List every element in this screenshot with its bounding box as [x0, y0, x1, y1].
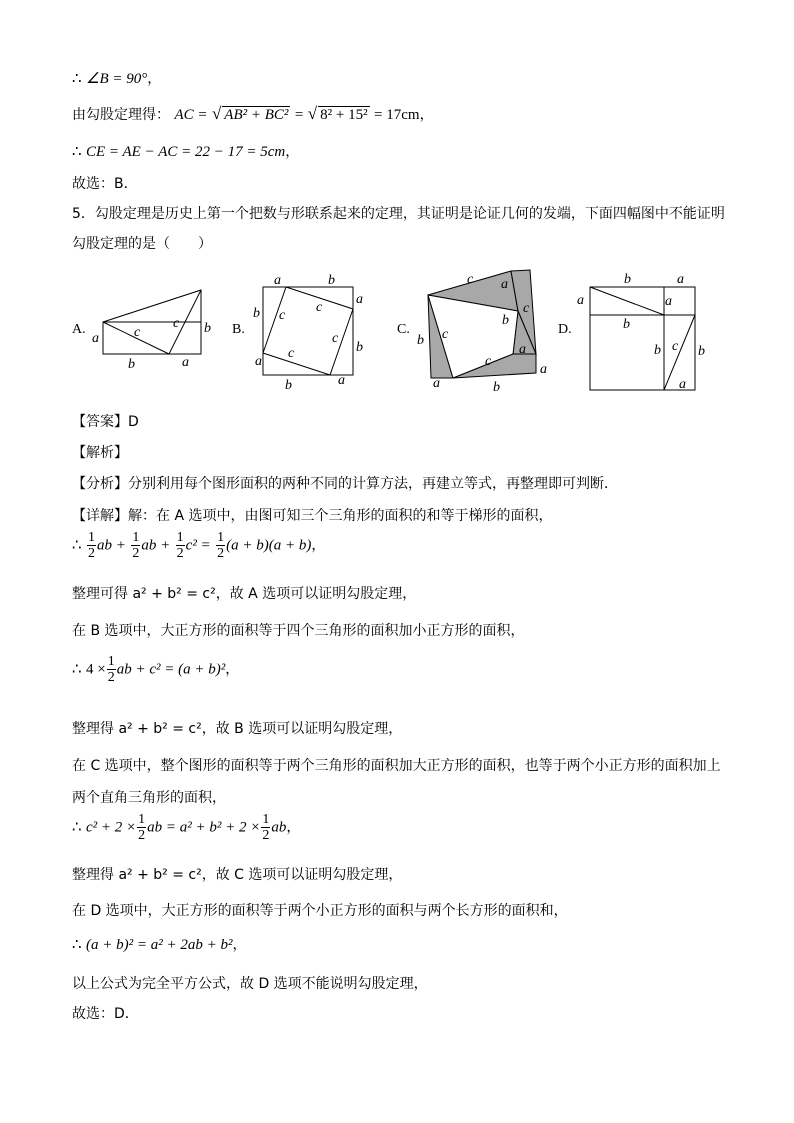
comma: ，	[311, 537, 326, 554]
desc-d: 在 D 选项中，大正方形的面积等于两个小正方形的面积与两个长方形的面积和，	[72, 903, 568, 919]
fraction-half: $\frac{1}{2}$	[132, 530, 140, 561]
term: c² + 2 ×	[86, 819, 137, 836]
fig-b-b-bottom: b	[285, 378, 292, 390]
fig-b-a-top: a	[274, 273, 281, 288]
fig-d-b-r2: b	[698, 344, 705, 359]
fig-c-b-left: b	[417, 333, 424, 348]
fig-d-a-r: a	[679, 377, 686, 392]
therefore-symbol: ∴	[72, 937, 82, 953]
figure-c-label: C.	[397, 322, 410, 337]
fig-c-b-right: b	[502, 313, 509, 328]
fig-b-a-right: a	[356, 292, 363, 307]
desc-c-2: 两个直角三角形的面积，	[72, 790, 226, 806]
figure-b	[248, 272, 373, 390]
sqrt-content-1: AB² + BC²	[224, 107, 289, 123]
fig-d-a-left: a	[577, 293, 584, 308]
fig-b-c2: c	[279, 308, 286, 323]
result-d: 以上公式为完全平方公式，故 D 选项不能说明勾股定理，	[72, 976, 428, 992]
equals: =	[294, 107, 304, 123]
desc-b: 在 B 选项中，大正方形的面积等于四个三角形的面积加小正方形的面积，	[72, 623, 525, 639]
choose-b: 故选：B．	[72, 176, 138, 192]
final-answer: 故选：D．	[72, 1006, 139, 1022]
question-5-line2: 勾股定理的是（ ）	[72, 236, 212, 252]
comma: ，	[225, 661, 240, 678]
figure-a	[86, 280, 216, 380]
fig-c-c-right: c	[523, 301, 530, 316]
fig-d-a-top: a	[677, 272, 684, 287]
comma: ，	[232, 937, 247, 953]
fraction-half: $\frac{1}{2}$	[217, 530, 225, 561]
term: 4 ×	[86, 661, 106, 678]
fig-d-a-mid: a	[665, 294, 672, 309]
fraction-half: $\frac{1}{2}$	[262, 812, 270, 843]
term: (a + b)² = a² + 2ab + b²	[86, 937, 233, 953]
fig-c-a-top: a	[501, 277, 508, 292]
sqrt-sign: √	[211, 104, 222, 123]
therefore-symbol: ∴	[72, 71, 82, 87]
figure-d-label: D.	[558, 322, 572, 337]
comma: ，	[147, 71, 162, 87]
ce-eq: CE = AE − AC = 22 − 17 = 5cm	[86, 144, 286, 160]
fig-b-c4: c	[288, 346, 295, 361]
term: ab +	[141, 537, 171, 554]
question-5-line1: 5．勾股定理是历史上第一个把数与形联系起来的定理，其证明是论证几何的发端，下面四幅图中不能证明	[72, 206, 725, 222]
therefore-symbol: ∴	[72, 819, 82, 836]
figure-d	[575, 270, 715, 395]
fig-c-a-right2: a	[519, 342, 526, 357]
fig-b-b-top: b	[328, 273, 335, 288]
fig-d-b-top: b	[624, 272, 631, 287]
fig-d-b-r1: b	[654, 343, 661, 358]
equation-d	[72, 934, 246, 954]
equation-c	[72, 812, 300, 843]
fig-d-c-r: c	[672, 339, 679, 354]
fraction-half: $\frac{1}{2}$	[138, 812, 146, 843]
fraction-half: $\frac{1}{2}$	[176, 530, 184, 561]
result-a: 整理可得 a² + b² = c²，故 A 选项可以证明勾股定理，	[72, 586, 417, 602]
fig-b-a-bottom: a	[338, 373, 345, 388]
line-prefix: 由勾股定理得：	[72, 107, 170, 123]
therefore-symbol: ∴	[72, 144, 82, 160]
figure-a-label: A.	[72, 322, 86, 337]
figure-b-label: B.	[232, 322, 245, 337]
term: ab + c² = (a + b)²	[116, 661, 226, 678]
sqrt-sign: √	[307, 104, 318, 123]
desc-c-1: 在 C 选项中，整个图形的面积等于两个三角形的面积加大正方形的面积，也等于两个小正方形的面积加上	[72, 758, 721, 774]
therefore-symbol: ∴	[72, 537, 82, 554]
angle-b-eq: ∠B = 90°	[86, 71, 148, 87]
fig-a-label-a2: a	[182, 355, 189, 370]
therefore-angle-line	[72, 68, 161, 88]
therefore-symbol: ∴	[72, 661, 82, 678]
fig-b-b-right: b	[356, 340, 363, 355]
fig-b-c1: c	[316, 300, 323, 315]
comma: ，	[285, 144, 300, 160]
figure-c	[413, 266, 553, 396]
answer: 【答案】D	[72, 414, 139, 430]
fig-a-label-c2: c	[173, 316, 180, 331]
fraction-half: $\frac{1}{2}$	[107, 654, 115, 685]
result-c: 整理得 a² + b² = c²，故 C 选项可以证明勾股定理，	[72, 867, 403, 883]
fig-a-label-b1: b	[128, 357, 135, 372]
equation-a	[72, 530, 325, 561]
fenxi: 【分析】分别利用每个图形面积的两种不同的计算方法，再建立等式，再整理即可判断．	[72, 476, 618, 492]
ce-line	[72, 141, 299, 161]
comma: ，	[286, 819, 301, 836]
result: = 17cm	[374, 107, 420, 123]
pythagoras-ac-line	[72, 104, 434, 124]
term: c² =	[185, 537, 211, 554]
comma: ，	[419, 107, 434, 123]
fig-b-c3: c	[332, 331, 339, 346]
fig-d-b-mid: b	[623, 317, 630, 332]
term: ab = a² + b² + 2 ×	[147, 819, 261, 836]
term: (a + b)(a + b)	[226, 537, 312, 554]
xiangjie: 【详解】解：在 A 选项中，由图可知三个三角形的面积的和等于梯形的面积，	[72, 508, 553, 524]
fig-a-label-a1: a	[92, 331, 99, 346]
result-b: 整理得 a² + b² = c²，故 B 选项可以证明勾股定理，	[72, 721, 403, 737]
fig-a-label-b2: b	[204, 321, 211, 336]
fig-a-label-c1: c	[134, 325, 141, 340]
fraction-half: $\frac{1}{2}$	[88, 530, 95, 561]
analysis-heading: 【解析】	[72, 445, 128, 461]
equation-b	[72, 654, 239, 685]
fig-c-b-low: b	[493, 380, 500, 395]
ac-eq: AC =	[174, 107, 208, 123]
term: ab	[271, 819, 287, 836]
fig-c-a-low: a	[433, 376, 440, 391]
fig-c-c-top: c	[467, 272, 474, 287]
fig-c-c-mid: c	[485, 354, 492, 369]
term: ab +	[97, 537, 126, 554]
fig-b-b-left: b	[253, 306, 260, 321]
fig-c-a-right3: a	[540, 362, 547, 377]
fig-b-a-left: a	[255, 354, 262, 369]
sqrt-content-2: 8² + 15²	[320, 107, 368, 123]
fig-c-c-left: c	[442, 327, 449, 342]
